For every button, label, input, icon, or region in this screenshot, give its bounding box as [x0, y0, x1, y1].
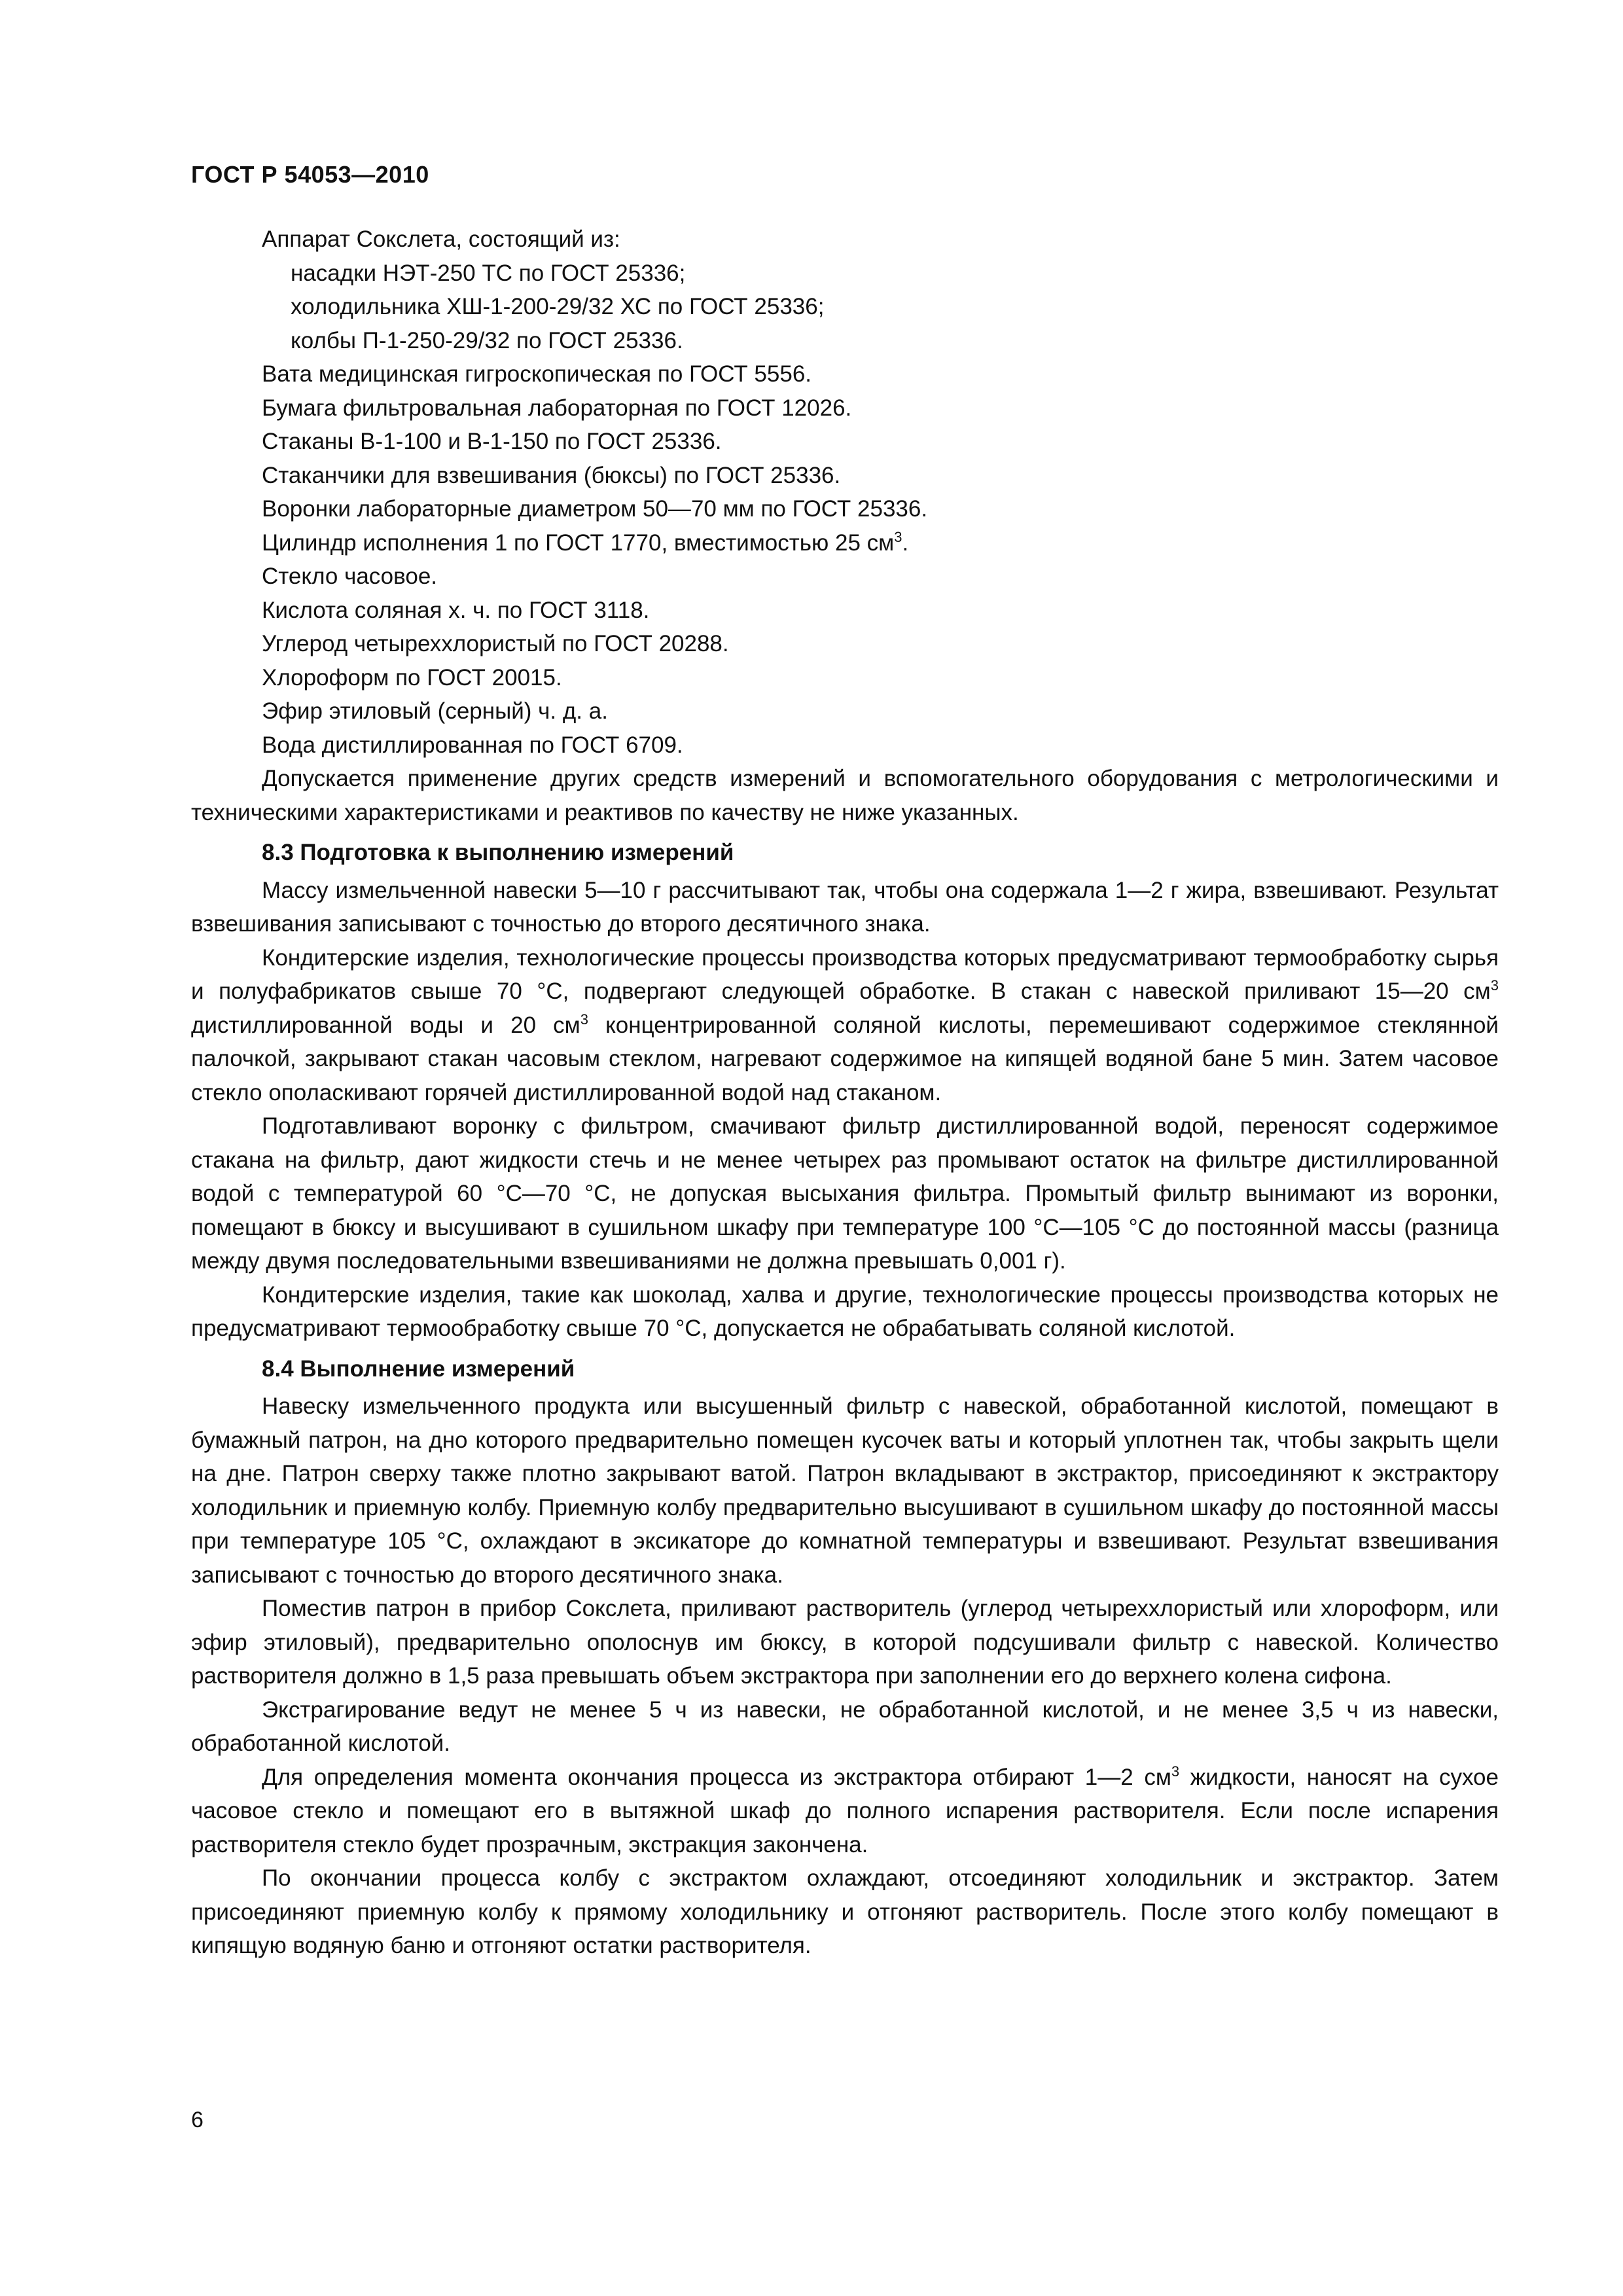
- equipment-item: Вата медицинская гигроскопическая по ГОСТ 5556.: [262, 361, 812, 387]
- paragraph: Кондитерские изделия, такие как шоколад, халва и другие, технологические процессы производства которых не предусматривают термообработку свыше 70 °С, допускается не обрабатывать соляной кислотой.: [191, 1282, 1499, 1341]
- superscript: 3: [580, 1011, 588, 1028]
- document-header: ГОСТ Р 54053—2010: [191, 161, 429, 188]
- section-heading-8-4: 8.4 Выполнение измерений: [262, 1355, 575, 1382]
- superscript: 3: [1490, 977, 1499, 994]
- equipment-item: Стекло часовое.: [262, 564, 438, 589]
- soxhlet-part: холодильника ХШ-1-200-29/32 ХС по ГОСТ 25336;: [291, 294, 825, 319]
- text-run: Для определения момента окончания процесса из экстрактора отбирают 1—2 см: [262, 1764, 1171, 1790]
- equipment-item-cylinder: [191, 526, 1499, 560]
- text-run: концентрированной соляной кислоты, перемешивают содержимое стеклянной палочкой, закрывают стакан часовым стеклом, нагревают содержимое на кипящей водяной бане 5 мин. Затем часовое стекло ополаскивают горячей дистиллированной водой над стаканом.: [191, 1012, 1499, 1105]
- equipment-item: Вода дистиллированная по ГОСТ 6709.: [262, 732, 683, 758]
- superscript: 3: [1171, 1763, 1180, 1780]
- equipment-item: Кислота соляная х. ч. по ГОСТ 3118.: [262, 597, 650, 623]
- text-run: жидкости, наносят на сухое часовое стекло и помещают его в вытяжной шкаф до полного испарения растворителя. Если после испарения растворителя стекло будет прозрачным, экстракция закончена.: [191, 1764, 1499, 1857]
- equipment-allowance-paragraph: Допускается применение других средств измерений и вспомогательного оборудования с метрологическими и техническими характеристиками и реактивов по качеству не ниже указанных.: [191, 766, 1499, 825]
- paragraph: Поместив патрон в прибор Сокслета, приливают растворитель (углерод четыреххлористый или хлороформ, или эфир этиловый), предварительно ополоснув им бюксу, в которой подсушивали фильтр с навеской. Количество растворителя должно в 1,5 раза превышать объем экстрактора при заполнении его до верхнего колена сифона.: [191, 1596, 1499, 1689]
- soxhlet-part: насадки НЭТ-250 ТС по ГОСТ 25336;: [291, 260, 686, 286]
- equipment-item: Углерод четыреххлористый по ГОСТ 20288.: [262, 631, 729, 656]
- cylinder-tail: .: [902, 529, 909, 556]
- equipment-item: Стаканчики для взвешивания (бюксы) по ГОСТ 25336.: [262, 462, 841, 488]
- paragraph: Экстрагирование ведут не менее 5 ч из навески, не обработанной кислотой, и не менее 3,5 ч из навески, обработанной кислотой.: [191, 1696, 1499, 1756]
- equipment-item-soxhlet: Аппарат Сокслета, состоящий из:: [262, 226, 620, 252]
- cylinder-text: Цилиндр исполнения 1 по ГОСТ 1770, вместимостью 25 см: [262, 529, 895, 556]
- text-run: Кондитерские изделия, технологические процессы производства которых предусматривают термообработку сырья и полуфабрикатов свыше 70 °С, подвергают следующей обработке. В стакан с навеской приливают 15—20 см: [191, 944, 1499, 1004]
- equipment-item: Воронки лабораторные диаметром 50—70 мм по ГОСТ 25336.: [262, 496, 928, 522]
- equipment-item: Хлороформ по ГОСТ 20015.: [262, 664, 562, 691]
- equipment-item: Стаканы В-1-100 и В-1-150 по ГОСТ 25336.: [262, 429, 722, 454]
- equipment-item: Бумага фильтровальная лабораторная по ГОСТ 12026.: [262, 395, 852, 421]
- document-body: [191, 223, 1499, 1963]
- paragraph: Подготавливают воронку с фильтром, смачивают фильтр дистиллированной водой, переносят содержимое стакана на фильтр, дают жидкости стечь и не менее четырех раз промывают остаток на фильтре дистиллированной водой с температурой 60 °С—70 °С, не допуская высыхания фильтра. Промытый фильтр вынимают из воронки, помещают в бюксу и высушивают в сушильном шкафу при температуре 100 °С—105 °С до постоянной массы (разница между двумя последовательными взвешиваниями не должна превышать 0,001 г).: [191, 1113, 1499, 1274]
- equipment-item: Эфир этиловый (серный) ч. д. а.: [262, 698, 608, 724]
- page-number: 6: [191, 2108, 204, 2132]
- soxhlet-part: колбы П-1-250-29/32 по ГОСТ 25336.: [291, 327, 683, 353]
- paragraph: Навеску измельченного продукта или высушенный фильтр с навеской, обработанной кислотой, помещают в бумажный патрон, на дно которого предварительно помещен кусочек ваты и который уплотнен так, чтобы закрыть щели на дне. Патрон сверху также плотно закрывают ватой. Патрон вкладывают в экстрактор, присоединяют к экстрактору холодильник и приемную колбу. Приемную колбу предварительно высушивают в сушильном шкафу до постоянной массы при температуре 105 °С, охлаждают в эксикаторе до комнатной температуры и взвешивают. Результат взвешивания записывают с точностью до второго десятичного знака.: [191, 1393, 1499, 1588]
- paragraph: [191, 1761, 1499, 1862]
- superscript: 3: [894, 528, 902, 545]
- section-heading-8-3: 8.3 Подготовка к выполнению измерений: [262, 840, 734, 865]
- text-run: дистиллированной воды и 20 см: [191, 1012, 580, 1038]
- paragraph: Массу измельченной навески 5—10 г рассчитывают так, чтобы она содержала 1—2 г жира, взвешивают. Результат взвешивания записывают с точностью до второго десятичного знака.: [191, 877, 1499, 937]
- paragraph: [191, 941, 1499, 1110]
- paragraph: По окончании процесса колбу с экстрактом охлаждают, отсоединяют холодильник и экстрактор. Затем присоединяют приемную колбу к прямому холодильнику и отгоняют растворитель. После этого колбу помещают в кипящую водяную баню и отгоняют остатки растворителя.: [191, 1865, 1499, 1958]
